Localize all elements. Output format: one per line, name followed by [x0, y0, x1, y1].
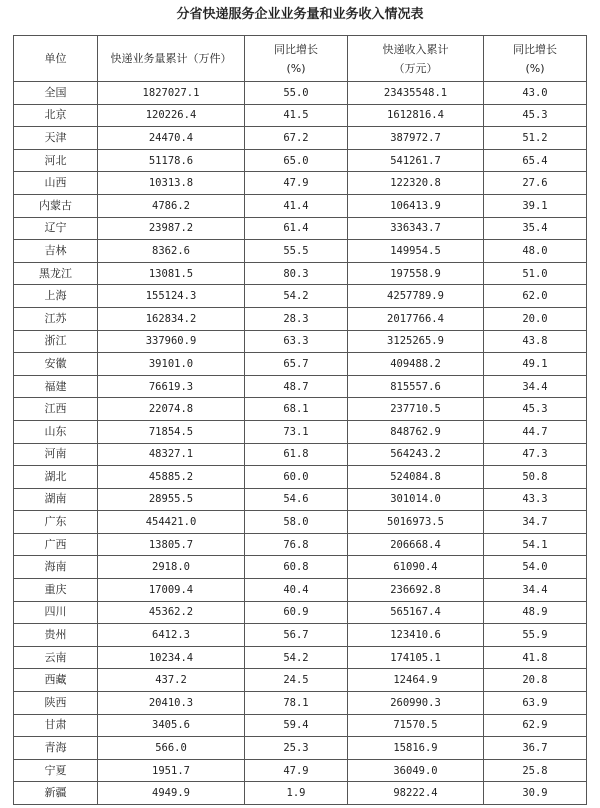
cell-revenue-growth: 43.0 [484, 82, 587, 105]
cell-volume-growth: 1.9 [245, 782, 348, 805]
cell-volume-growth: 24.5 [245, 669, 348, 692]
table-row [14, 511, 587, 534]
table-row [14, 82, 587, 105]
cell-volume: 337960.9 [98, 330, 245, 353]
cell-volume-growth: 48.7 [245, 375, 348, 398]
cell-volume: 71854.5 [98, 420, 245, 443]
cell-volume: 28955.5 [98, 488, 245, 511]
cell-volume: 155124.3 [98, 285, 245, 308]
cell-unit: 湖南 [14, 488, 98, 511]
cell-volume: 8362.6 [98, 240, 245, 263]
cell-revenue: 336343.7 [348, 217, 484, 240]
header-revenue-growth-label: 同比增长 [513, 42, 557, 56]
cell-volume: 20410.3 [98, 692, 245, 715]
header-volume-growth-label: 同比增长 [274, 42, 318, 56]
cell-revenue-growth: 54.1 [484, 533, 587, 556]
cell-volume: 22074.8 [98, 398, 245, 421]
table-row [14, 240, 587, 263]
cell-revenue-growth: 39.1 [484, 194, 587, 217]
cell-volume-growth: 28.3 [245, 307, 348, 330]
cell-revenue-growth: 62.9 [484, 714, 587, 737]
header-revenue [348, 36, 484, 82]
cell-volume-growth: 60.8 [245, 556, 348, 579]
cell-revenue: 848762.9 [348, 420, 484, 443]
table-row [14, 104, 587, 127]
cell-volume-growth: 54.2 [245, 646, 348, 669]
cell-revenue: 4257789.9 [348, 285, 484, 308]
cell-revenue: 815557.6 [348, 375, 484, 398]
cell-volume-growth: 61.8 [245, 443, 348, 466]
table-row [14, 285, 587, 308]
cell-revenue-growth: 43.3 [484, 488, 587, 511]
cell-volume: 45885.2 [98, 466, 245, 489]
cell-unit: 全国 [14, 82, 98, 105]
cell-volume: 13081.5 [98, 262, 245, 285]
table-row [14, 353, 587, 376]
cell-revenue-growth: 20.0 [484, 307, 587, 330]
table-row [14, 398, 587, 421]
cell-volume-growth: 58.0 [245, 511, 348, 534]
cell-revenue-growth: 47.3 [484, 443, 587, 466]
cell-volume-growth: 67.2 [245, 127, 348, 150]
cell-revenue: 3125265.9 [348, 330, 484, 353]
table-row [14, 172, 587, 195]
cell-unit: 四川 [14, 601, 98, 624]
cell-revenue: 71570.5 [348, 714, 484, 737]
cell-revenue: 260990.3 [348, 692, 484, 715]
cell-volume: 13805.7 [98, 533, 245, 556]
table-row [14, 466, 587, 489]
cell-volume-growth: 47.9 [245, 759, 348, 782]
cell-revenue: 387972.7 [348, 127, 484, 150]
cell-unit: 宁夏 [14, 759, 98, 782]
cell-unit: 江西 [14, 398, 98, 421]
cell-volume: 162834.2 [98, 307, 245, 330]
cell-unit: 河南 [14, 443, 98, 466]
cell-revenue-growth: 49.1 [484, 353, 587, 376]
table-row [14, 443, 587, 466]
cell-revenue-growth: 43.8 [484, 330, 587, 353]
table-row [14, 307, 587, 330]
cell-volume: 24470.4 [98, 127, 245, 150]
cell-revenue: 237710.5 [348, 398, 484, 421]
cell-revenue: 174105.1 [348, 646, 484, 669]
cell-unit: 浙江 [14, 330, 98, 353]
cell-volume: 10234.4 [98, 646, 245, 669]
cell-unit: 内蒙古 [14, 194, 98, 217]
cell-volume-growth: 25.3 [245, 737, 348, 760]
cell-revenue-growth: 44.7 [484, 420, 587, 443]
cell-unit: 贵州 [14, 624, 98, 647]
cell-revenue: 123410.6 [348, 624, 484, 647]
cell-revenue: 5016973.5 [348, 511, 484, 534]
header-revenue-unit: （万元） [393, 61, 438, 75]
cell-revenue-growth: 27.6 [484, 172, 587, 195]
table-row [14, 556, 587, 579]
cell-volume-growth: 73.1 [245, 420, 348, 443]
cell-unit: 重庆 [14, 579, 98, 602]
cell-revenue: 12464.9 [348, 669, 484, 692]
table-row [14, 737, 587, 760]
cell-unit: 广东 [14, 511, 98, 534]
table-row [14, 217, 587, 240]
table-row [14, 194, 587, 217]
cell-revenue-growth: 34.4 [484, 579, 587, 602]
header-volume: 快递业务量累计（万件） [98, 36, 245, 82]
table-row [14, 149, 587, 172]
cell-revenue: 564243.2 [348, 443, 484, 466]
cell-volume: 4949.9 [98, 782, 245, 805]
cell-revenue-growth: 45.3 [484, 398, 587, 421]
cell-volume-growth: 60.9 [245, 601, 348, 624]
cell-volume-growth: 78.1 [245, 692, 348, 715]
cell-unit: 海南 [14, 556, 98, 579]
cell-unit: 青海 [14, 737, 98, 760]
cell-volume: 39101.0 [98, 353, 245, 376]
cell-revenue-growth: 55.9 [484, 624, 587, 647]
express-stats-table [13, 35, 587, 805]
cell-revenue-growth: 35.4 [484, 217, 587, 240]
header-revenue-growth [484, 36, 587, 82]
cell-volume-growth: 41.4 [245, 194, 348, 217]
cell-revenue: 236692.8 [348, 579, 484, 602]
cell-unit: 广西 [14, 533, 98, 556]
cell-unit: 吉林 [14, 240, 98, 263]
cell-volume: 437.2 [98, 669, 245, 692]
table-row [14, 759, 587, 782]
cell-volume-growth: 54.6 [245, 488, 348, 511]
cell-unit: 陕西 [14, 692, 98, 715]
table-row [14, 420, 587, 443]
cell-revenue: 409488.2 [348, 353, 484, 376]
table-row [14, 601, 587, 624]
cell-revenue-growth: 20.8 [484, 669, 587, 692]
cell-revenue: 301014.0 [348, 488, 484, 511]
cell-revenue: 197558.9 [348, 262, 484, 285]
cell-volume-growth: 76.8 [245, 533, 348, 556]
table-header-row [14, 36, 587, 82]
cell-revenue: 15816.9 [348, 737, 484, 760]
cell-volume-growth: 80.3 [245, 262, 348, 285]
cell-revenue-growth: 48.9 [484, 601, 587, 624]
cell-volume: 51178.6 [98, 149, 245, 172]
cell-volume: 120226.4 [98, 104, 245, 127]
cell-revenue: 149954.5 [348, 240, 484, 263]
cell-revenue-growth: 36.7 [484, 737, 587, 760]
cell-unit: 甘肃 [14, 714, 98, 737]
cell-volume: 23987.2 [98, 217, 245, 240]
cell-volume: 4786.2 [98, 194, 245, 217]
cell-revenue-growth: 50.8 [484, 466, 587, 489]
cell-volume: 76619.3 [98, 375, 245, 398]
cell-volume-growth: 47.9 [245, 172, 348, 195]
cell-volume-growth: 59.4 [245, 714, 348, 737]
cell-volume-growth: 40.4 [245, 579, 348, 602]
cell-revenue: 23435548.1 [348, 82, 484, 105]
cell-volume: 1827027.1 [98, 82, 245, 105]
cell-unit: 黑龙江 [14, 262, 98, 285]
table-body [14, 82, 587, 805]
table-row [14, 646, 587, 669]
cell-volume: 566.0 [98, 737, 245, 760]
cell-revenue-growth: 51.2 [484, 127, 587, 150]
cell-unit: 西藏 [14, 669, 98, 692]
cell-revenue-growth: 63.9 [484, 692, 587, 715]
header-volume-growth-unit: (%) [286, 61, 306, 75]
cell-unit: 北京 [14, 104, 98, 127]
header-revenue-growth-unit: (%) [525, 61, 545, 75]
cell-revenue: 541261.7 [348, 149, 484, 172]
cell-volume-growth: 63.3 [245, 330, 348, 353]
cell-volume: 17009.4 [98, 579, 245, 602]
cell-unit: 山东 [14, 420, 98, 443]
cell-revenue: 206668.4 [348, 533, 484, 556]
cell-revenue: 61090.4 [348, 556, 484, 579]
cell-revenue: 2017766.4 [348, 307, 484, 330]
cell-revenue-growth: 30.9 [484, 782, 587, 805]
table-row [14, 782, 587, 805]
cell-revenue: 524084.8 [348, 466, 484, 489]
cell-volume: 48327.1 [98, 443, 245, 466]
header-volume-growth [245, 36, 348, 82]
cell-unit: 辽宁 [14, 217, 98, 240]
table-row [14, 375, 587, 398]
cell-unit: 天津 [14, 127, 98, 150]
cell-revenue-growth: 34.4 [484, 375, 587, 398]
cell-revenue-growth: 48.0 [484, 240, 587, 263]
cell-volume-growth: 65.7 [245, 353, 348, 376]
table-row [14, 533, 587, 556]
cell-revenue-growth: 54.0 [484, 556, 587, 579]
cell-unit: 新疆 [14, 782, 98, 805]
cell-volume: 2918.0 [98, 556, 245, 579]
page-title: 分省快递服务企业业务量和业务收入情况表 [176, 7, 424, 22]
cell-revenue-growth: 25.8 [484, 759, 587, 782]
cell-revenue-growth: 51.0 [484, 262, 587, 285]
cell-revenue-growth: 34.7 [484, 511, 587, 534]
cell-revenue: 106413.9 [348, 194, 484, 217]
header-revenue-label: 快递收入累计 [382, 42, 449, 56]
cell-volume-growth: 56.7 [245, 624, 348, 647]
table-row [14, 624, 587, 647]
cell-volume-growth: 55.5 [245, 240, 348, 263]
cell-unit: 安徽 [14, 353, 98, 376]
table-row [14, 669, 587, 692]
table-row [14, 127, 587, 150]
cell-unit: 湖北 [14, 466, 98, 489]
cell-volume-growth: 61.4 [245, 217, 348, 240]
header-unit: 单位 [14, 36, 98, 82]
cell-volume-growth: 68.1 [245, 398, 348, 421]
cell-revenue: 98222.4 [348, 782, 484, 805]
cell-revenue: 1612816.4 [348, 104, 484, 127]
cell-revenue: 122320.8 [348, 172, 484, 195]
cell-volume: 3405.6 [98, 714, 245, 737]
table-row [14, 488, 587, 511]
cell-unit: 云南 [14, 646, 98, 669]
table-row [14, 330, 587, 353]
cell-volume: 45362.2 [98, 601, 245, 624]
cell-volume: 6412.3 [98, 624, 245, 647]
cell-unit: 上海 [14, 285, 98, 308]
table-row [14, 692, 587, 715]
cell-volume-growth: 54.2 [245, 285, 348, 308]
table-row [14, 714, 587, 737]
cell-volume: 1951.7 [98, 759, 245, 782]
cell-revenue-growth: 65.4 [484, 149, 587, 172]
cell-unit: 江苏 [14, 307, 98, 330]
cell-volume-growth: 65.0 [245, 149, 348, 172]
cell-volume-growth: 55.0 [245, 82, 348, 105]
table-row [14, 579, 587, 602]
cell-unit: 山西 [14, 172, 98, 195]
cell-volume-growth: 41.5 [245, 104, 348, 127]
cell-revenue-growth: 41.8 [484, 646, 587, 669]
table-row [14, 262, 587, 285]
cell-unit: 河北 [14, 149, 98, 172]
cell-revenue-growth: 62.0 [484, 285, 587, 308]
cell-volume: 10313.8 [98, 172, 245, 195]
cell-revenue: 565167.4 [348, 601, 484, 624]
cell-volume: 454421.0 [98, 511, 245, 534]
cell-volume-growth: 60.0 [245, 466, 348, 489]
cell-unit: 福建 [14, 375, 98, 398]
cell-revenue: 36049.0 [348, 759, 484, 782]
cell-revenue-growth: 45.3 [484, 104, 587, 127]
